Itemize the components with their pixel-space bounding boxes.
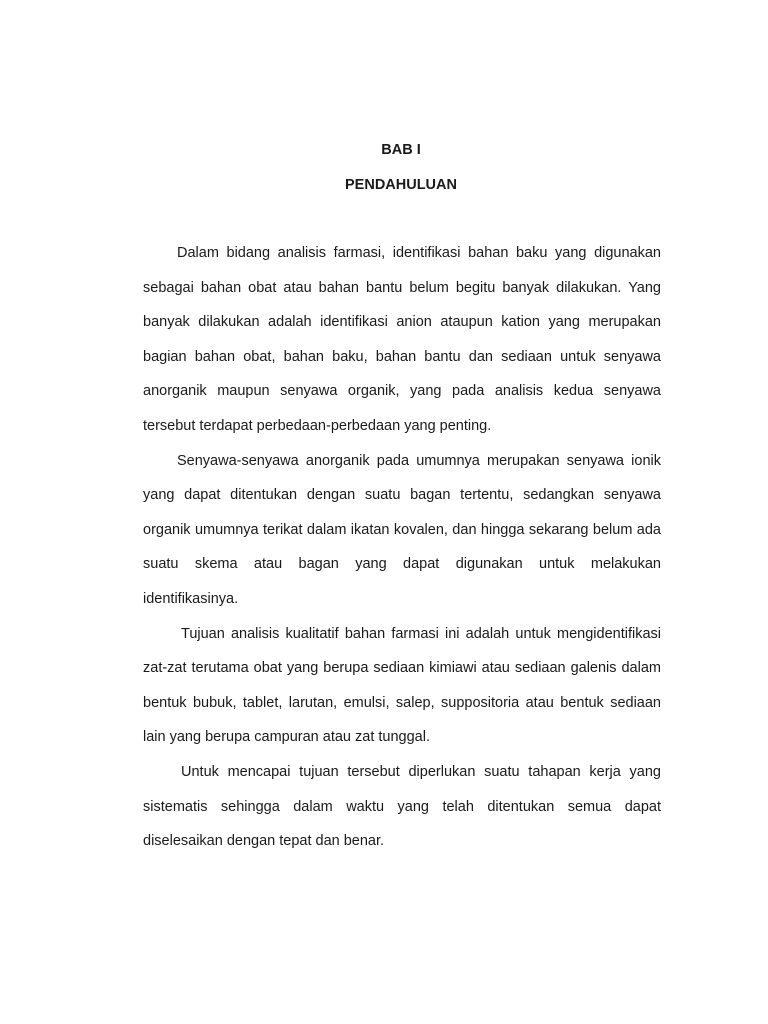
chapter-body — [143, 245, 661, 859]
paragraph-4: Untuk mencapai tujuan tersebut diperlukan suatu tahapan kerja yang sistematis sehingga dalam waktu yang telah ditentukan semua dapat diselesaikan dengan tepat dan benar. — [143, 763, 661, 850]
chapter-label: BAB I — [381, 142, 421, 158]
chapter-title: PENDAHULUAN — [345, 177, 457, 193]
paragraph-3: Tujuan analisis kualitatif bahan farmasi ini adalah untuk mengidentifikasi zat-zat terutama obat yang berupa sediaan kimiawi atau sediaan galenis dalam bentuk bubuk, tablet, larutan, emulsi, salep, suppositoria atau bentuk sediaan lain yang berupa campuran atau zat tunggal. — [143, 625, 661, 746]
paragraph-1: Dalam bidang analisis farmasi, identifikasi bahan baku yang digunakan sebagai bahan obat atau bahan bantu belum begitu banyak dilakukan. Yang banyak dilakukan adalah identifikasi anion ataupun kation yang merupakan bagian bahan obat, bahan baku, bahan bantu dan sediaan untuk senyawa anorganik maupun senyawa organik, yang pada analisis kedua senyawa tersebut terdapat perbedaan-perbedaan yang penting. — [143, 245, 661, 434]
paragraph-2: Senyawa-senyawa anorganik pada umumnya merupakan senyawa ionik yang dapat ditentukan dengan suatu bagan tertentu, sedangkan senyawa organik umumnya terikat dalam ikatan kovalen, dan hingga sekarang belum ada suatu skema atau bagan yang dapat digunakan untuk melakukan identifikasinya. — [143, 452, 661, 607]
